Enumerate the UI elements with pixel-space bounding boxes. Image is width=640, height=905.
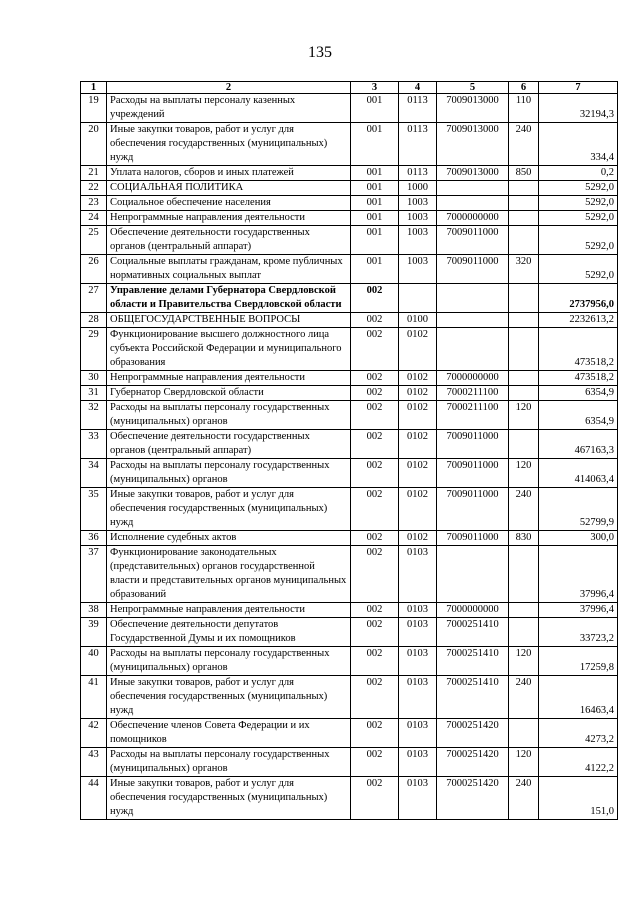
row-code-4: 0102 (399, 401, 437, 430)
row-code-6: 120 (509, 401, 539, 430)
row-code-3: 002 (351, 719, 399, 748)
row-amount: 473518,2 (539, 371, 618, 386)
row-code-5 (437, 328, 509, 371)
row-code-3: 001 (351, 94, 399, 123)
row-code-3: 001 (351, 211, 399, 226)
row-code-6 (509, 313, 539, 328)
row-code-4: 1000 (399, 181, 437, 196)
table-row (81, 459, 618, 488)
row-name: Иные закупки товаров, работ и услуг для обеспечения государственных (муниципальных) нужд (107, 123, 351, 166)
row-number: 23 (81, 196, 107, 211)
table-row (81, 748, 618, 777)
row-code-3: 002 (351, 313, 399, 328)
row-code-4: 0103 (399, 546, 437, 603)
row-code-6: 240 (509, 488, 539, 531)
row-code-4: 0103 (399, 603, 437, 618)
row-code-6 (509, 430, 539, 459)
row-name: Непрограммные направления деятельности (107, 603, 351, 618)
row-code-5 (437, 546, 509, 603)
row-code-4: 0113 (399, 123, 437, 166)
row-amount: 467163,3 (539, 430, 618, 459)
row-name: СОЦИАЛЬНАЯ ПОЛИТИКА (107, 181, 351, 196)
row-code-4: 0102 (399, 430, 437, 459)
row-amount: 2737956,0 (539, 284, 618, 313)
row-code-6: 120 (509, 459, 539, 488)
row-code-5 (437, 181, 509, 196)
row-code-3: 002 (351, 546, 399, 603)
row-code-5: 7000251420 (437, 719, 509, 748)
row-amount: 4273,2 (539, 719, 618, 748)
row-amount: 6354,9 (539, 401, 618, 430)
page-number: 135 (308, 44, 332, 61)
row-name: Иные закупки товаров, работ и услуг для обеспечения государственных (муниципальных) нужд (107, 488, 351, 531)
row-name: Обеспечение деятельности депутатов Государственной Думы и их помощников (107, 618, 351, 647)
row-code-6: 240 (509, 676, 539, 719)
row-code-6 (509, 603, 539, 618)
row-amount: 5292,0 (539, 226, 618, 255)
row-code-4: 1003 (399, 255, 437, 284)
row-amount: 0,2 (539, 166, 618, 181)
column-header: 6 (509, 82, 539, 94)
table-row (81, 647, 618, 676)
row-number: 30 (81, 371, 107, 386)
row-number: 42 (81, 719, 107, 748)
row-name: Иные закупки товаров, работ и услуг для обеспечения государственных (муниципальных) нужд (107, 676, 351, 719)
row-name: Расходы на выплаты персоналу государственных (муниципальных) органов (107, 459, 351, 488)
table-row (81, 328, 618, 371)
row-number: 33 (81, 430, 107, 459)
column-header: 4 (399, 82, 437, 94)
row-code-3: 002 (351, 430, 399, 459)
column-header: 3 (351, 82, 399, 94)
row-code-5: 7000251420 (437, 748, 509, 777)
row-name: Обеспечение членов Совета Федерации и их помощников (107, 719, 351, 748)
row-name: Управление делами Губернатора Свердловской области и Правительства Свердловской области (107, 284, 351, 313)
row-code-3: 002 (351, 386, 399, 401)
row-name: Расходы на выплаты персоналу государственных (муниципальных) органов (107, 748, 351, 777)
row-code-4: 1003 (399, 211, 437, 226)
table-row (81, 618, 618, 647)
row-code-3: 002 (351, 603, 399, 618)
row-code-5 (437, 196, 509, 211)
row-code-6: 120 (509, 647, 539, 676)
row-code-6 (509, 181, 539, 196)
row-code-5: 7000211100 (437, 401, 509, 430)
row-code-3: 001 (351, 123, 399, 166)
row-code-3: 001 (351, 181, 399, 196)
row-number: 41 (81, 676, 107, 719)
row-name: Функционирование высшего должностного лица субъекта Российской Федерации и муниципального образования (107, 328, 351, 371)
row-code-3: 002 (351, 647, 399, 676)
row-name: Расходы на выплаты персоналу государственных (муниципальных) органов (107, 647, 351, 676)
row-amount: 414063,4 (539, 459, 618, 488)
row-number: 28 (81, 313, 107, 328)
row-name: Непрограммные направления деятельности (107, 211, 351, 226)
row-code-6: 240 (509, 777, 539, 820)
row-code-5: 7009011000 (437, 459, 509, 488)
table-row (81, 313, 618, 328)
row-number: 38 (81, 603, 107, 618)
row-code-6: 120 (509, 748, 539, 777)
row-amount: 473518,2 (539, 328, 618, 371)
row-number: 39 (81, 618, 107, 647)
table-row (81, 196, 618, 211)
row-number: 22 (81, 181, 107, 196)
table-row (81, 284, 618, 313)
row-code-4: 0103 (399, 748, 437, 777)
row-code-5: 7000000000 (437, 603, 509, 618)
row-code-4 (399, 284, 437, 313)
row-code-4: 0103 (399, 719, 437, 748)
row-number: 31 (81, 386, 107, 401)
row-code-5: 7000000000 (437, 371, 509, 386)
row-name: Исполнение судебных актов (107, 531, 351, 546)
row-amount: 5292,0 (539, 196, 618, 211)
row-code-6 (509, 618, 539, 647)
row-code-5: 7000000000 (437, 211, 509, 226)
row-name: Уплата налогов, сборов и иных платежей (107, 166, 351, 181)
row-code-6: 320 (509, 255, 539, 284)
row-code-5 (437, 284, 509, 313)
row-code-3: 002 (351, 284, 399, 313)
row-code-6: 830 (509, 531, 539, 546)
row-code-5: 7009013000 (437, 166, 509, 181)
table-row (81, 371, 618, 386)
column-header: 2 (107, 82, 351, 94)
row-code-6 (509, 386, 539, 401)
table-row (81, 123, 618, 166)
row-code-4: 0103 (399, 647, 437, 676)
row-name: Социальное обеспечение населения (107, 196, 351, 211)
row-code-5: 7000251420 (437, 777, 509, 820)
row-number: 25 (81, 226, 107, 255)
row-code-5: 7009011000 (437, 226, 509, 255)
table-row (81, 488, 618, 531)
row-amount: 5292,0 (539, 255, 618, 284)
row-code-3: 002 (351, 531, 399, 546)
table-row (81, 546, 618, 603)
row-code-4: 0102 (399, 459, 437, 488)
row-code-5: 7009011000 (437, 488, 509, 531)
row-code-4: 0102 (399, 531, 437, 546)
row-code-5: 7009011000 (437, 430, 509, 459)
row-name: Обеспечение деятельности государственных органов (центральный аппарат) (107, 226, 351, 255)
row-number: 37 (81, 546, 107, 603)
row-number: 26 (81, 255, 107, 284)
row-number: 40 (81, 647, 107, 676)
row-name: ОБЩЕГОСУДАРСТВЕННЫЕ ВОПРОСЫ (107, 313, 351, 328)
row-code-5: 7000251410 (437, 676, 509, 719)
row-code-3: 002 (351, 748, 399, 777)
row-code-6 (509, 211, 539, 226)
row-amount: 32194,3 (539, 94, 618, 123)
row-number: 35 (81, 488, 107, 531)
row-code-6: 850 (509, 166, 539, 181)
row-code-3: 002 (351, 328, 399, 371)
row-amount: 4122,2 (539, 748, 618, 777)
row-code-5: 7009011000 (437, 531, 509, 546)
row-amount: 6354,9 (539, 386, 618, 401)
row-name: Социальные выплаты гражданам, кроме публичных нормативных социальных выплат (107, 255, 351, 284)
row-code-6: 110 (509, 94, 539, 123)
table-row (81, 181, 618, 196)
row-code-5: 7009013000 (437, 94, 509, 123)
row-code-4: 0113 (399, 166, 437, 181)
row-code-4: 0103 (399, 618, 437, 647)
row-number: 19 (81, 94, 107, 123)
row-number: 21 (81, 166, 107, 181)
row-name: Расходы на выплаты персоналу государственных (муниципальных) органов (107, 401, 351, 430)
row-code-6 (509, 328, 539, 371)
row-code-4: 0102 (399, 386, 437, 401)
row-amount: 300,0 (539, 531, 618, 546)
row-name: Расходы на выплаты персоналу казенных учреждений (107, 94, 351, 123)
column-header: 1 (81, 82, 107, 94)
row-code-4: 0103 (399, 777, 437, 820)
row-code-3: 001 (351, 255, 399, 284)
row-amount: 5292,0 (539, 181, 618, 196)
row-amount: 37996,4 (539, 603, 618, 618)
row-number: 32 (81, 401, 107, 430)
row-code-3: 002 (351, 618, 399, 647)
row-code-4: 0103 (399, 676, 437, 719)
row-amount: 16463,4 (539, 676, 618, 719)
table-row (81, 777, 618, 820)
budget-table (80, 81, 618, 820)
row-code-5: 7009011000 (437, 255, 509, 284)
row-name: Функционирование законодательных (представительных) органов государственной власти и представительных органов муниципальных образований (107, 546, 351, 603)
table-row (81, 401, 618, 430)
column-header: 7 (539, 82, 618, 94)
row-code-4: 0102 (399, 488, 437, 531)
row-code-4: 0102 (399, 328, 437, 371)
table-row (81, 719, 618, 748)
row-code-4: 1003 (399, 196, 437, 211)
column-header: 5 (437, 82, 509, 94)
row-code-4: 1003 (399, 226, 437, 255)
row-code-3: 001 (351, 166, 399, 181)
row-code-5: 7000251410 (437, 618, 509, 647)
row-code-6 (509, 546, 539, 603)
row-amount: 33723,2 (539, 618, 618, 647)
row-amount: 2232613,2 (539, 313, 618, 328)
table-row (81, 211, 618, 226)
row-code-6: 240 (509, 123, 539, 166)
row-code-5: 7000251410 (437, 647, 509, 676)
row-code-3: 002 (351, 676, 399, 719)
row-code-3: 001 (351, 196, 399, 211)
row-number: 24 (81, 211, 107, 226)
row-code-3: 002 (351, 459, 399, 488)
row-name: Обеспечение деятельности государственных органов (центральный аппарат) (107, 430, 351, 459)
row-number: 43 (81, 748, 107, 777)
table-row (81, 166, 618, 181)
row-code-6 (509, 719, 539, 748)
row-number: 27 (81, 284, 107, 313)
row-amount: 334,4 (539, 123, 618, 166)
row-code-6 (509, 284, 539, 313)
row-code-4: 0113 (399, 94, 437, 123)
row-number: 44 (81, 777, 107, 820)
table-row (81, 603, 618, 618)
row-amount: 5292,0 (539, 211, 618, 226)
table-row (81, 226, 618, 255)
table-row (81, 255, 618, 284)
row-name: Губернатор Свердловской области (107, 386, 351, 401)
row-amount: 17259,8 (539, 647, 618, 676)
table-row (81, 676, 618, 719)
row-code-5 (437, 313, 509, 328)
table-row (81, 430, 618, 459)
row-amount: 37996,4 (539, 546, 618, 603)
row-code-4: 0100 (399, 313, 437, 328)
row-code-3: 002 (351, 371, 399, 386)
row-code-5: 7009013000 (437, 123, 509, 166)
row-code-3: 002 (351, 777, 399, 820)
row-name: Непрограммные направления деятельности (107, 371, 351, 386)
row-code-3: 002 (351, 401, 399, 430)
table-row (81, 386, 618, 401)
row-number: 36 (81, 531, 107, 546)
table-row (81, 94, 618, 123)
row-code-6 (509, 196, 539, 211)
row-name: Иные закупки товаров, работ и услуг для обеспечения государственных (муниципальных) нужд (107, 777, 351, 820)
row-code-6 (509, 371, 539, 386)
row-code-3: 002 (351, 488, 399, 531)
row-amount: 151,0 (539, 777, 618, 820)
row-code-6 (509, 226, 539, 255)
row-code-3: 001 (351, 226, 399, 255)
row-number: 29 (81, 328, 107, 371)
row-code-4: 0102 (399, 371, 437, 386)
row-number: 34 (81, 459, 107, 488)
row-amount: 52799,9 (539, 488, 618, 531)
row-code-5: 7000211100 (437, 386, 509, 401)
row-number: 20 (81, 123, 107, 166)
table-row (81, 531, 618, 546)
header-row (81, 82, 618, 94)
